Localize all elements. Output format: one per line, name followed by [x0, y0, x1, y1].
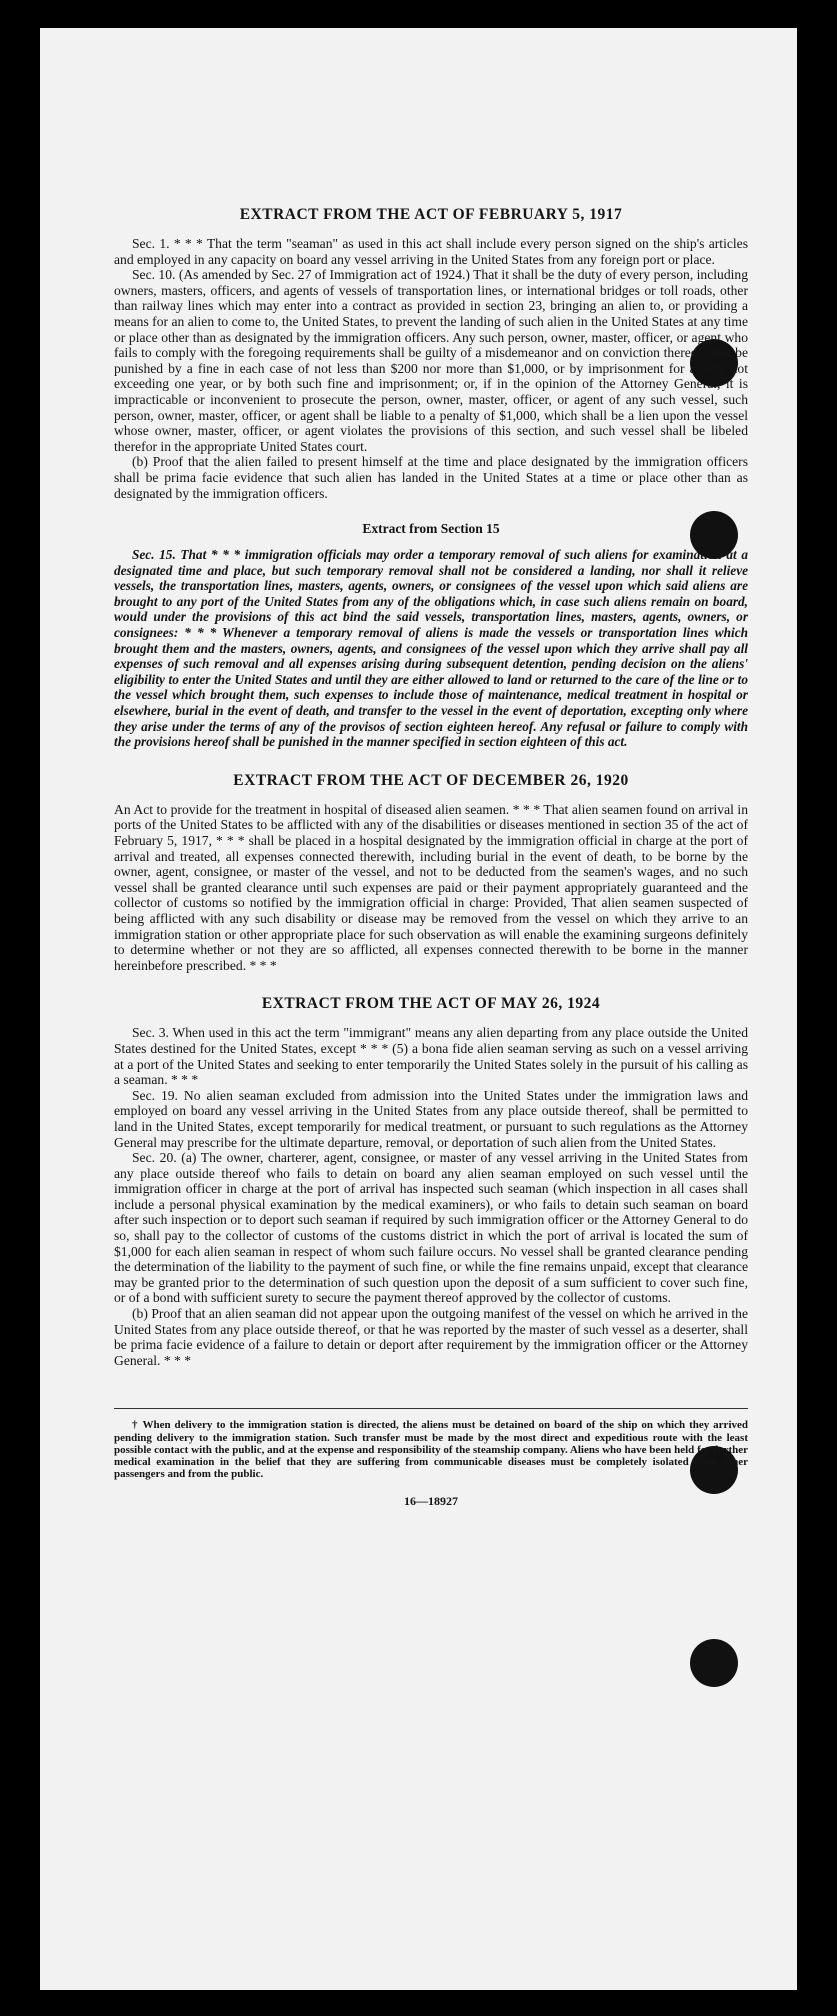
footnote-text: † When delivery to the immigration station is directed, the aliens must be detained on board of the ship on which they arrived pending delivery to the immigration station. Such transfer must be made by the most direct and expeditious route with the least possible contact with the public, and at the expense and responsibility of the steamship company. Aliens who have been held for further medical examination in the belief that they are suffering from communicable diseases must be completely isolated from other passengers and from the public.	[114, 1419, 748, 1481]
paragraph: Sec. 19. No alien seaman excluded from admission into the United States under the immigration laws and employed on board any vessel arriving in the United States from any place outside thereof, shall be permitted to land in the United States, except temporarily for medical treatment, or pursuant to such regulations as the Attorney General may prescribe for the ultimate departure, removal, or deportation of such alien from the United States.	[114, 1087, 748, 1150]
footnote	[114, 1419, 748, 1480]
document-page	[40, 28, 797, 1990]
section-heading: EXTRACT FROM THE ACT OF DECEMBER 26, 1920	[233, 771, 629, 789]
paragraph: Sec. 10. (As amended by Sec. 27 of Immigration act of 1924.) That it shall be the duty of every person, including owners, masters, officers, and agents of vessels of transportation lines, or international bridges or toll roads, other than railway lines which may enter into a contract as provided in section 23, bringing an alien to, or providing a means for an alien to come to, the United States, to prevent the landing of such alien in the United States at any time or place other than as designated by the immigration officers. Any such person, owner, master, officer, or agent who fails to comply with the foregoing requirements shall be guilty of a misdemeanor and on conviction thereof shall be punished by a fine in each case of not less than $200 nor more than $1,000, or by imprisonment for a term not exceeding one year, or by both such fine and imprisonment; or, if in the opinion of the Attorney General, it is impracticable or inconvenient to prosecute the person, owner, master, officer, or agent of any such vessel, such person, owner, master, officer, or agent shall be liable to a penalty of $1,000, which shall be a lien upon the vessel whose owner, master, officer, or agent violates the provisions of this section, and such vessel shall be libeled therefor in the appropriate United States court.	[114, 267, 748, 454]
punch-hole	[690, 1639, 738, 1687]
paragraph: Sec. 15. That * * * immigration officials may order a temporary removal of such aliens for examination at a designated time and place, but such temporary removal shall not be considered a landing, nor shall it relieve vessels, the transportation lines, masters, agents, owners, or consignees of the vessel upon which said aliens are brought to any port of the United States from any of the obligations which, in case such aliens remain on board, would under the provisions of this act bind the said vessels, transportation lines, masters, agents, owners, or consignees: * * * Whenever a temporary removal of aliens is made the vessels or transportation lines which brought them and the masters, owners, agents, and consignees of the vessel upon which they arrive shall pay all expenses of such removal and all expenses arising during subsequent detention, pending decision on the aliens' eligibility to enter the United States and until they are either allowed to land or returned to the care of the line or to the vessel which brought them, such expenses to include those of maintenance, medical treatment in hospital or elsewhere, burial in the event of death, and transfer to the vessel in the event of deportation, excepting only where they arise under the terms of any of the provisos of section eighteen hereof. Any refusal or failure to comply with the provisions hereof shall be punished in the manner specified in section eighteen of this act.	[114, 547, 748, 750]
page-number: 16—18927	[404, 1494, 458, 1509]
section-heading: EXTRACT FROM THE ACT OF MAY 26, 1924	[261, 995, 601, 1013]
subsection-heading: Extract from Section 15	[362, 521, 500, 537]
paragraph: Sec. 1. * * * That the term "seaman" as used in this act shall include every person signed on the ship's articles and employed in any capacity on board any vessel arriving in the United States from any foreign port or place.	[114, 236, 748, 267]
paragraph: Sec. 20. (a) The owner, charterer, agent, consignee, or master of any vessel arriving in the United States from any place outside thereof who fails to detain on board any alien seaman employed on such vessel until the immigration officer in charge at the port of arrival has inspected such seaman (which inspection in all cases shall include a personal physical examination by the medical examiners), or who fails to detain such seaman on board after such inspection or to deport such seaman if required by such immigration officer or the Attorney General to do so, shall pay to the collector of customs of the customs district in which the port of arrival is located the sum of $1,000 for each alien seaman in respect of whom such failure occurs. No vessel shall be granted clearance pending the determination of the liability to the payment of such fine, or while the fine remains unpaid, except that clearance may be granted prior to the determination of such question upon the deposit of a sum sufficient to cover such fine, or of a bond with sufficient surety to secure the payment thereof approved by the collector of customs.	[114, 1150, 748, 1306]
section-heading: EXTRACT FROM THE ACT OF FEBRUARY 5, 1917	[239, 206, 623, 223]
paragraph: (b) Proof that an alien seaman did not appear upon the outgoing manifest of the vessel on which he arrived in the United States from any place outside thereof, or that he was reported by the master of such vessel as a deserter, shall be prima facie evidence of a failure to detain or deport after requirement by the immigration officer or the Attorney General. * * *	[114, 1306, 748, 1368]
footnote-divider	[114, 1408, 748, 1409]
paragraph: An Act to provide for the treatment in hospital of diseased alien seamen. * * * That alien seamen found on arrival in ports of the United States to be afflicted with any of the disabilities or diseases mentioned in section 35 of the act of February 5, 1917, * * * shall be placed in a hospital designated by the immigration official in charge at the port of arrival and treated, all expenses connected therewith, including burial in the event of death, to be borne by the owner, agent, consignee, or master of the vessel, and not to be deducted from the seamen's wages, and no such vessel shall be granted clearance until such expenses are paid or their payment appropriately guaranteed and the collector of customs so notified by the immigration official in charge: Provided, That alien seamen suspected of being afflicted with any such disability or disease may be removed from the vessel on which they arrive to an immigration station or other appropriate place for such observation as will enable the examining surgeons definitely to determine whether or not they are so afflicted, all expenses connected therewith to be borne in the manner hereinbefore prescribed. * * *	[114, 801, 748, 973]
paragraph: (b) Proof that the alien failed to present himself at the time and place designated by the immigration officers shall be prima facie evidence that such alien has landed in the United States at a time or place other than as designated by the immigration officers.	[114, 454, 748, 501]
paragraph: Sec. 3. When used in this act the term "immigrant" means any alien departing from any place outside the United States destined for the United States, except * * * (5) a bona fide alien seaman serving as such on a vessel arriving at a port of the United States and seeking to enter temporarily the United States solely in the pursuit of his calling as a seaman. * * *	[114, 1025, 748, 1088]
document-body	[114, 178, 748, 1509]
